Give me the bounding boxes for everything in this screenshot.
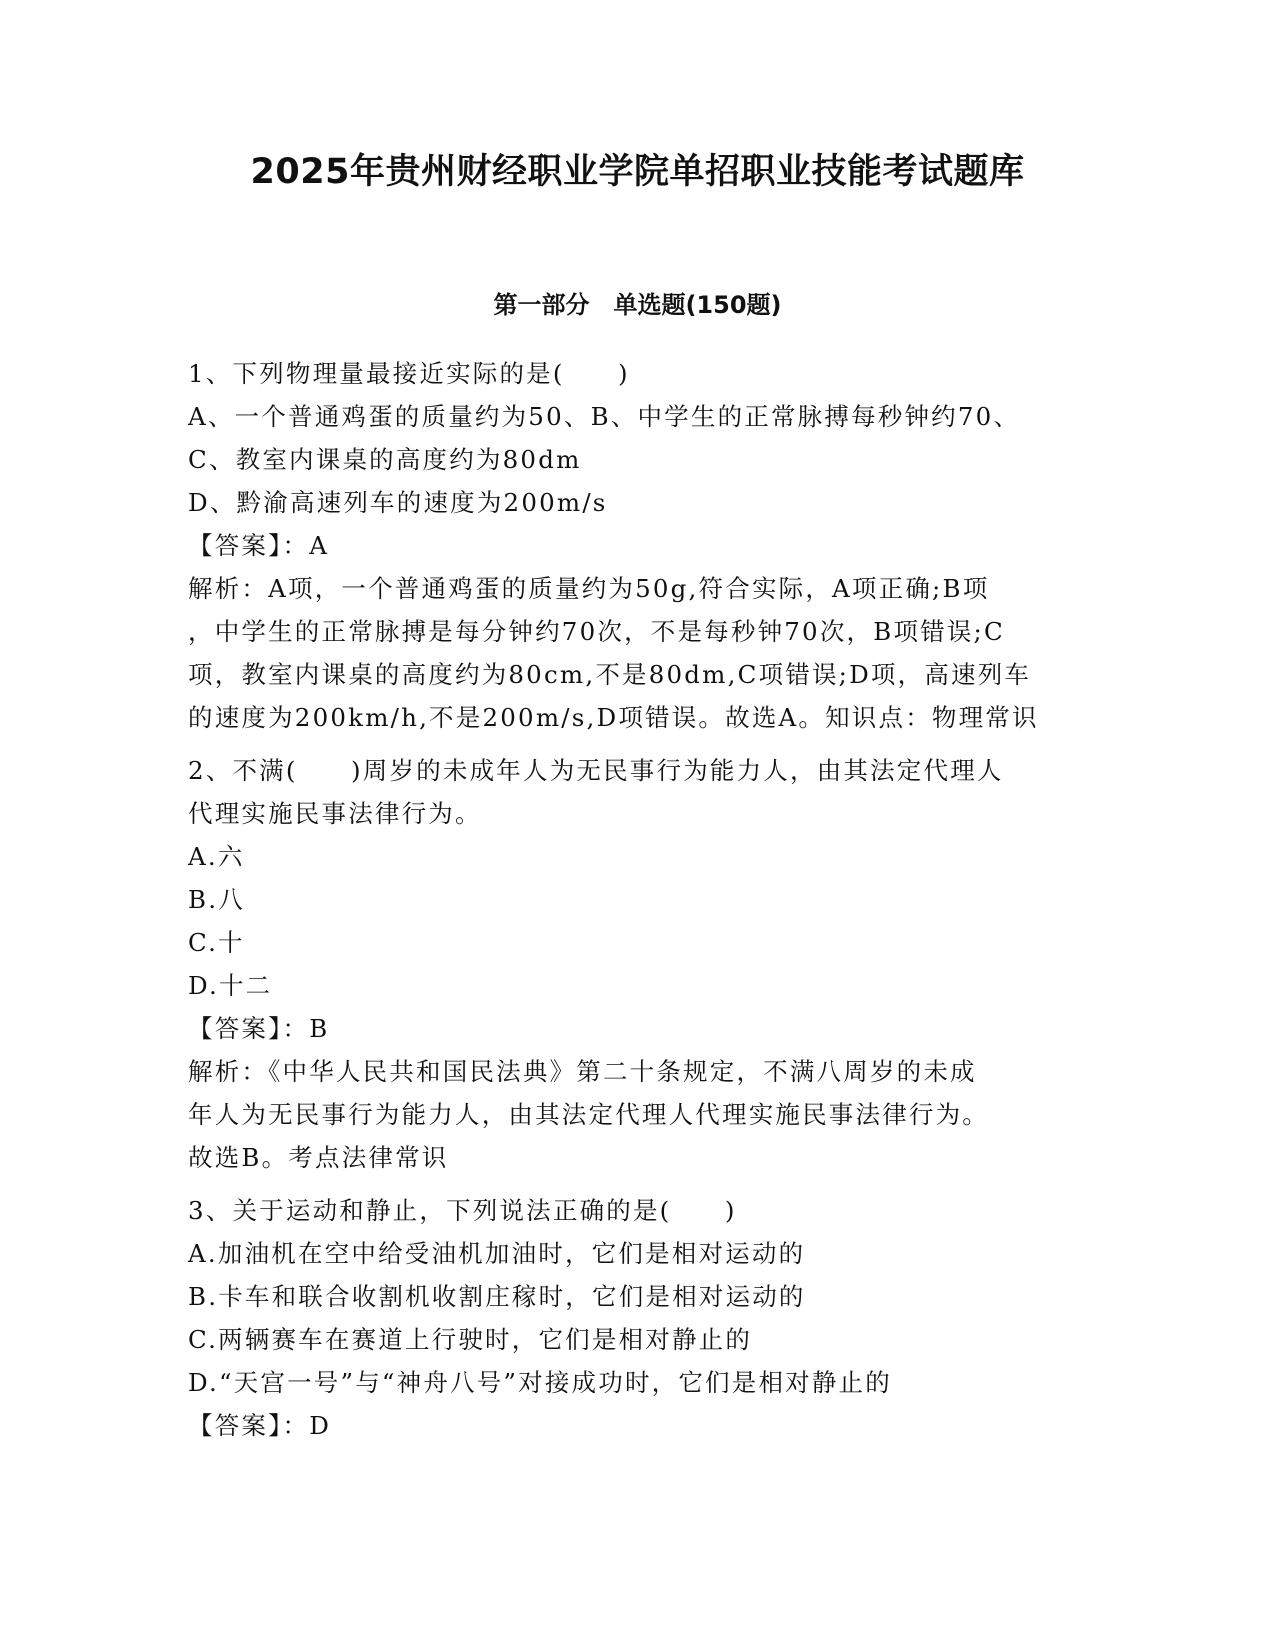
option-line: A.加油机在空中给受油机加油时，它们是相对运动的 (188, 1239, 806, 1268)
answer-value: D (309, 1411, 332, 1440)
explanation-line: 解析：《中华人民共和国民法典》第二十条规定，不满八周岁的未成 (188, 1057, 977, 1086)
question-stem: 3、关于运动和静止，下列说法正确的是( ) (188, 1196, 737, 1225)
explanation-line: 故选B。考点法律常识 (188, 1143, 449, 1172)
option-line: B.八 (188, 885, 245, 914)
option-line: D、黔渝高速列车的速度为200m/s (188, 488, 608, 517)
question-stem: 2、不满( )周岁的未成年人为无民事行为能力人，由其法定代理人 (188, 756, 1004, 785)
option-line: D.“天宫一号”与“神舟八号”对接成功时，它们是相对静止的 (188, 1368, 892, 1397)
question-2 (188, 749, 1088, 1179)
explanation-line: 项，教室内课桌的高度约为80cm,不是80dm,C项错误;D项，高速列车 (188, 660, 1032, 689)
answer-line (188, 1404, 1088, 1447)
answer-value: B (309, 1014, 330, 1043)
answer-label: 【答案】： (188, 1014, 310, 1043)
option-line: A、一个普通鸡蛋的质量约为50、B、中学生的正常脉搏每秒钟约70、 (188, 402, 1021, 431)
question-list (188, 352, 1088, 1457)
option-line: D.十二 (188, 971, 273, 1000)
document-title: 2025年贵州财经职业学院单招职业技能考试题库 (250, 152, 1025, 192)
answer-line (188, 524, 1088, 567)
answer-label: 【答案】： (188, 1411, 310, 1440)
option-line: A.六 (188, 842, 245, 871)
option-line: C.两辆赛车在赛道上行驶时，它们是相对静止的 (188, 1325, 753, 1354)
section-title: 第一部分 单选题(150题) (493, 291, 782, 319)
option-line: C、教室内课桌的高度约为80dm (188, 445, 582, 474)
answer-line (188, 1007, 1088, 1050)
question-stem: 代理实施民事法律行为。 (188, 799, 482, 828)
explanation-line: 的速度为200km/h,不是200m/s,D项错误。故选A。知识点：物理常识 (188, 703, 1039, 732)
question-1 (188, 352, 1088, 739)
answer-value: A (309, 531, 330, 560)
answer-label: 【答案】： (188, 531, 310, 560)
question-stem: 1、下列物理量最接近实际的是( ) (188, 359, 630, 388)
option-line: C.十 (188, 928, 245, 957)
explanation-line: ，中学生的正常脉搏是每分钟约70次，不是每秒钟70次，B项错误;C (188, 617, 1005, 646)
explanation-line: 解析：A项，一个普通鸡蛋的质量约为50g,符合实际，A项正确;B项 (188, 574, 990, 603)
option-line: B.卡车和联合收割机收割庄稼时，它们是相对运动的 (188, 1282, 806, 1311)
question-3 (188, 1189, 1088, 1447)
explanation-line: 年人为无民事行为能力人，由其法定代理人代理实施民事法律行为。 (188, 1100, 989, 1129)
